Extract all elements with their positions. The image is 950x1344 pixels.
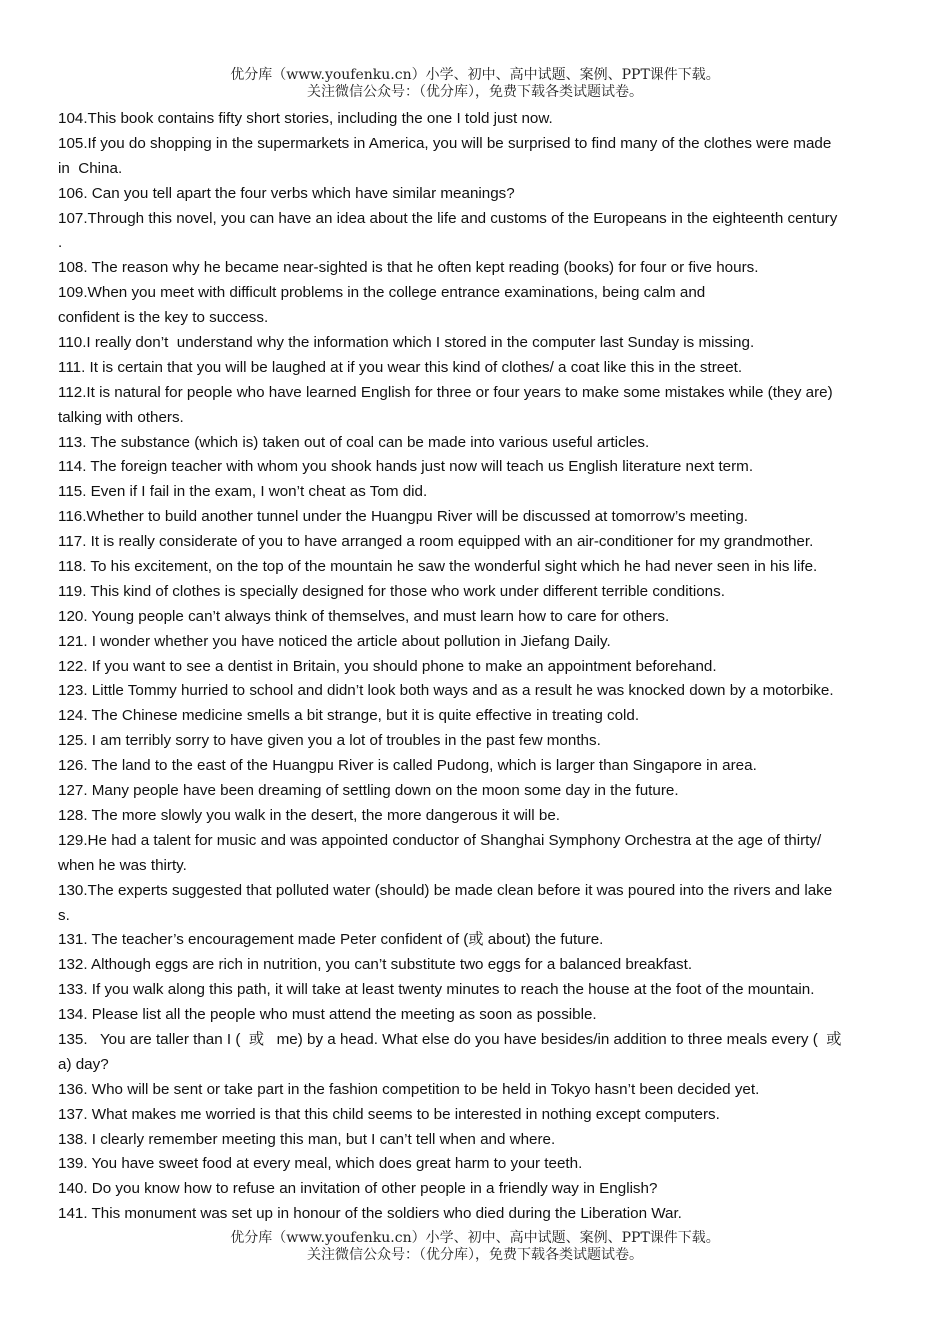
text-line: s. xyxy=(58,906,70,924)
text-line: 128. The more slowly you walk in the desert, the more dangerous it will be. xyxy=(58,806,561,824)
text-line: 110.I really don’t understand why the information which I stored in the computer last Sunday is missing. xyxy=(58,334,755,352)
text-line: confident is the key to success. xyxy=(58,309,269,327)
text-line: 127. Many people have been dreaming of settling down on the moon some day in the future. xyxy=(58,782,679,800)
text-line: . xyxy=(58,234,63,252)
text-line: 114. The foreign teacher with whom you shook hands just now will teach us English literature next term. xyxy=(58,458,754,476)
text-line: 134. Please list all the people who must attend the meeting as soon as possible. xyxy=(58,1006,597,1024)
text-line: 140. Do you know how to refuse an invitation of other people in a friendly way in English? xyxy=(58,1180,658,1198)
text-line: 136. Who will be sent or take part in the fashion competition to be held in Tokyo hasn’t been decided yet. xyxy=(58,1080,760,1098)
text-line: 115. Even if I fail in the exam, I won’t cheat as Tom did. xyxy=(58,483,428,501)
text-line: 117. It is really considerate of you to have arranged a room equipped with an air-conditioner for my grandmother. xyxy=(58,533,814,551)
text-line: 131. The teacher’s encouragement made Peter confident of (或 about) the future. xyxy=(58,931,604,949)
text-line: 121. I wonder whether you have noticed the article about pollution in Jiefang Daily. xyxy=(58,632,611,650)
text-line: 138. I clearly remember meeting this man, but I can’t tell when and where. xyxy=(58,1130,556,1148)
text-line: 109.When you meet with difficult problems in the college entrance examinations, being calm and xyxy=(58,284,706,302)
text-line: 113. The substance (which is) taken out of coal can be made into various useful articles. xyxy=(58,433,650,451)
text-line: 107.Through this novel, you can have an idea about the life and customs of the Europeans in the eighteenth century xyxy=(58,209,838,227)
text-line: talking with others. xyxy=(58,408,184,426)
header-banner xyxy=(0,67,950,101)
text-line: 116.Whether to build another tunnel under the Huangpu River will be discussed at tomorrow’s meeting. xyxy=(58,508,749,526)
text-line: 133. If you walk along this path, it will take at least twenty minutes to reach the house at the foot of the mountain. xyxy=(58,981,815,999)
text-line: 130.The experts suggested that polluted water (should) be made clean before it was poured into the rivers and lake xyxy=(58,881,833,899)
text-line: 132. Although eggs are rich in nutrition, you can’t substitute two eggs for a balanced breakfast. xyxy=(58,956,693,974)
text-line: 104.This book contains fifty short stories, including the one I told just now. xyxy=(58,110,553,127)
header-line-2: 关注微信公众号：（优分库），免费下载各类试题试卷。 xyxy=(307,84,643,100)
text-line: 125. I am terribly sorry to have given you a lot of troubles in the past few months. xyxy=(58,732,601,750)
text-line: 118. To his excitement, on the top of the mountain he saw the wonderful sight which he had never seen in his life. xyxy=(58,558,818,576)
text-line: 122. If you want to see a dentist in Britain, you should phone to make an appointment beforehand. xyxy=(58,657,717,675)
text-line: 120. Young people can’t always think of themselves, and must learn how to care for others. xyxy=(58,607,670,625)
text-line: 119. This kind of clothes is specially designed for those who work under different terrible conditions. xyxy=(58,582,725,600)
text-line: 105.If you do shopping in the supermarkets in America, you will be surprised to find many of the clothes were made xyxy=(58,134,832,152)
header-line-1: 优分库（www.youfenku.cn）小学、初中、高中试题、案例、PPT课件下载。 xyxy=(230,67,720,83)
text-line: when he was thirty. xyxy=(58,856,187,874)
text-line: 108. The reason why he became near-sighted is that he often kept reading (books) for four or five hours. xyxy=(58,259,759,277)
text-line: 123. Little Tommy hurried to school and didn’t look both ways and as a result he was knocked down by a motorbike. xyxy=(58,682,834,700)
text-line: a) day? xyxy=(58,1055,109,1073)
footer-line-2: 关注微信公众号：（优分库），免费下载各类试题试卷。 xyxy=(307,1247,643,1263)
text-line: 124. The Chinese medicine smells a bit strange, but it is quite effective in treating cold. xyxy=(58,707,640,725)
text-line: in China. xyxy=(58,159,123,177)
footer-line-1: 优分库（www.youfenku.cn）小学、初中、高中试题、案例、PPT课件下载。 xyxy=(230,1230,720,1246)
document-body xyxy=(58,107,920,1227)
text-line: 139. You have sweet food at every meal, which does great harm to your teeth. xyxy=(58,1155,583,1173)
text-line: 141. This monument was set up in honour of the soldiers who died during the Liberation War. xyxy=(58,1205,682,1223)
footer-banner xyxy=(0,1230,950,1264)
text-line: 111. It is certain that you will be laughed at if you wear this kind of clothes/ a coat like this in the street. xyxy=(58,358,743,376)
text-line: 106. Can you tell apart the four verbs which have similar meanings? xyxy=(58,184,515,202)
text-line: 135. You are taller than I ( 或 me) by a head. What else do you have besides/in addition to three meals every ( 或 xyxy=(58,1030,842,1048)
text-line: 112.It is natural for people who have learned English for three or four years to make some mistakes while (they are) xyxy=(58,383,833,401)
text-line: 129.He had a talent for music and was appointed conductor of Shanghai Symphony Orchestra at the age of thirty/ xyxy=(58,831,822,849)
text-line: 137. What makes me worried is that this child seems to be interested in nothing except computers. xyxy=(58,1105,720,1123)
text-line: 126. The land to the east of the Huangpu River is called Pudong, which is larger than Singapore in area. xyxy=(58,757,757,775)
